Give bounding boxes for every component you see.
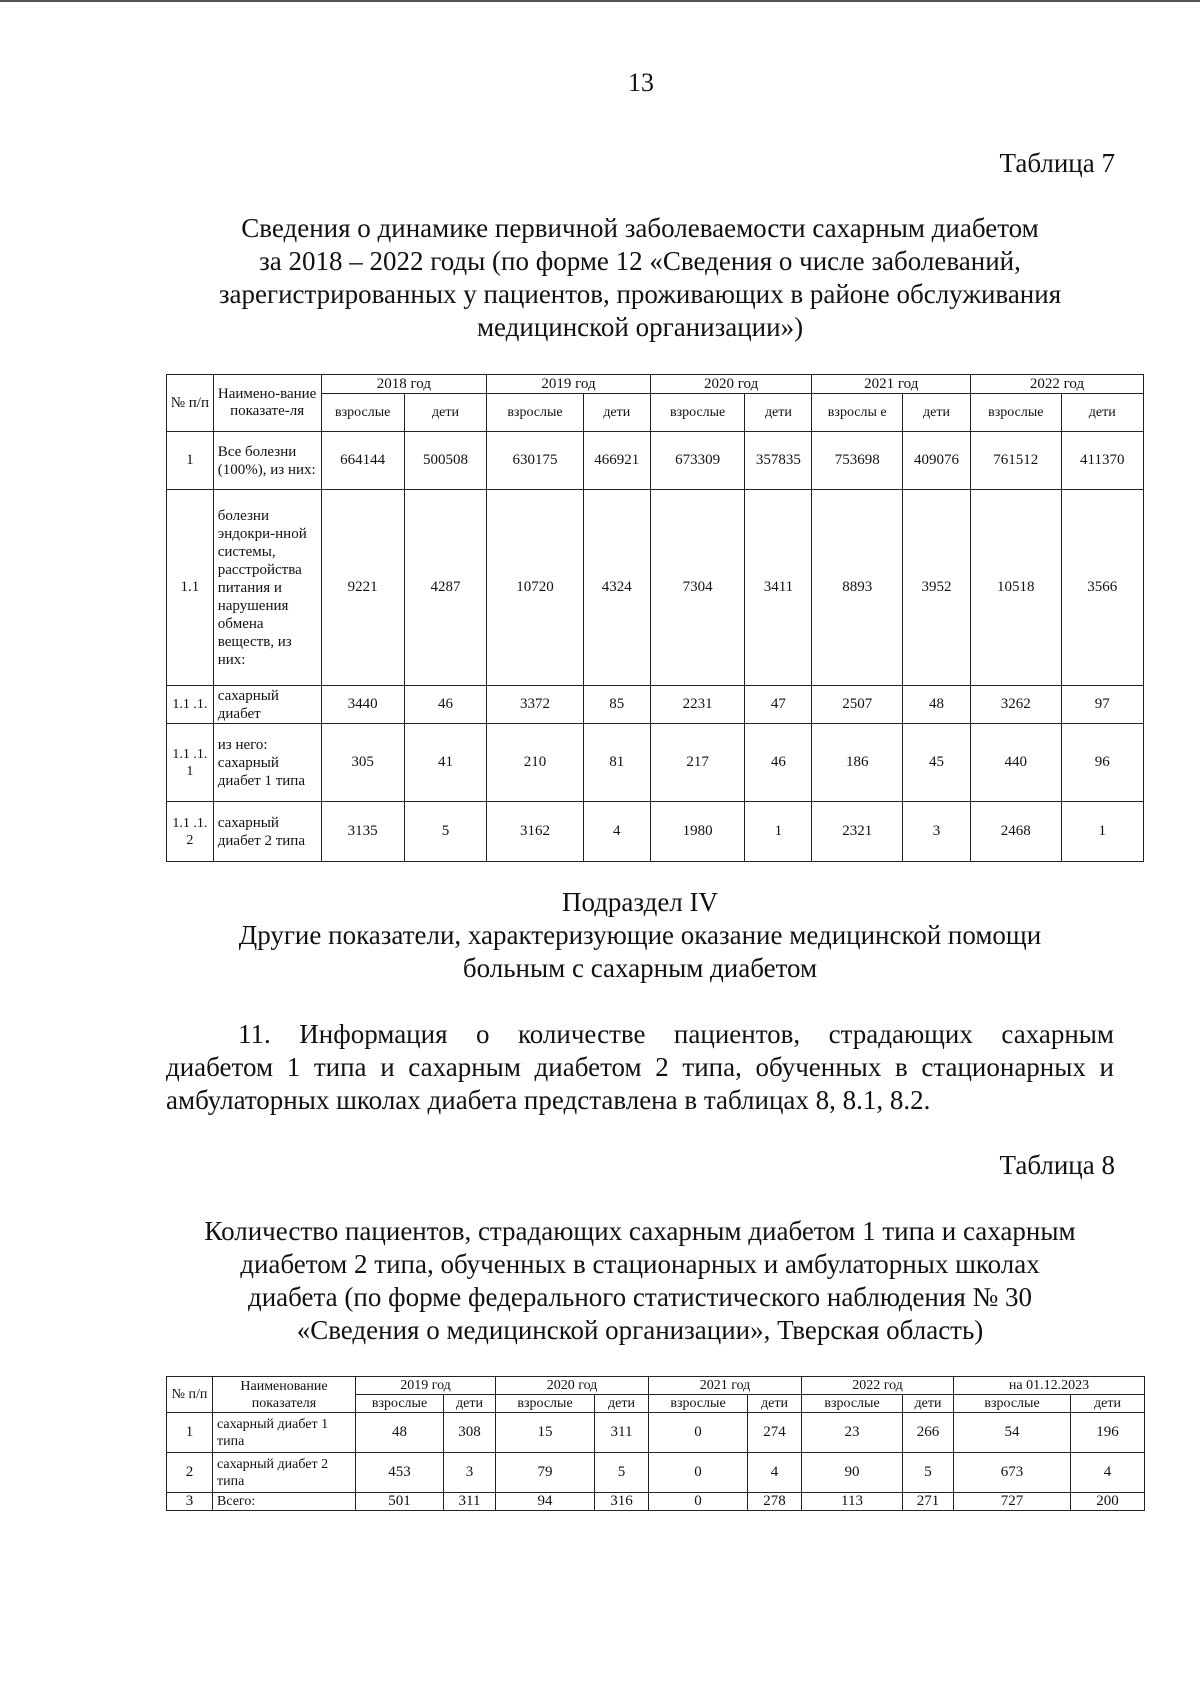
cell-value: 274 [748,1413,802,1453]
cell-value: 7304 [650,490,745,686]
table8-header-year: 2022 год [802,1377,954,1395]
table7-header-year: 2021 год [812,375,971,394]
row-number: 1.1 [167,490,214,686]
cell-value: 753698 [812,432,902,490]
row-number: 2 [167,1453,213,1493]
cell-value: 311 [444,1493,496,1511]
cell-value: 3262 [971,686,1061,724]
page-number: 13 [628,68,654,97]
cell-value: 761512 [971,432,1061,490]
cell-value: 1 [745,802,812,862]
cell-value: 440 [971,724,1061,802]
cell-value: 113 [802,1493,903,1511]
table-row [167,724,1144,802]
cell-value: 0 [649,1413,748,1453]
cell-value: 316 [595,1493,649,1511]
cell-value: 54 [954,1413,1071,1453]
table8-title-line: «Сведения о медицинской организации», Тверская область) [296,1315,984,1345]
row-number: 1.1 .1. 1 [167,724,214,802]
table8-header-name: Наименование показателя [213,1377,356,1413]
cell-value: 3135 [321,802,404,862]
cell-value: 2507 [812,686,902,724]
cell-value: 97 [1061,686,1143,724]
table-row [167,432,1144,490]
cell-value: 47 [745,686,812,724]
cell-value: 96 [1061,724,1143,802]
row-number: 1 [167,1413,213,1453]
cell-value: 4 [583,802,650,862]
table8-header-adults: взрослые [356,1395,444,1413]
table8-header-children: дети [903,1395,954,1413]
table7-header-adults: взрослы е [812,394,902,432]
cell-value: 15 [496,1413,595,1453]
table7-header-row [167,375,1144,394]
cell-value: 45 [902,724,970,802]
cell-value: 90 [802,1453,903,1493]
table7-header-children: дети [902,394,970,432]
table-row [167,802,1144,862]
row-name: болезни эндокри-нной системы, расстройства питания и нарушения обмена веществ, из них: [213,490,321,686]
table7-header-adults: взрослые [321,394,404,432]
row-name: сахарный диабет [213,686,321,724]
table-row [167,1493,1145,1511]
cell-value: 1980 [650,802,745,862]
row-number: 1.1 .1. 2 [167,802,214,862]
cell-value: 308 [444,1413,496,1453]
subsection-subtitle-line: Другие показатели, характеризующие оказание медицинской помощи [238,920,1042,950]
table-row [167,1413,1145,1453]
cell-value: 664144 [321,432,404,490]
table8-header-year: на 01.12.2023 [954,1377,1145,1395]
cell-value: 46 [404,686,486,724]
cell-value: 4287 [404,490,486,686]
table8-header-row [167,1377,1145,1395]
table8-title-line: диабетом 2 типа, обученных в стационарных и амбулаторных школах [240,1249,1040,1279]
cell-value: 8893 [812,490,902,686]
table7 [166,374,1144,862]
table8 [166,1376,1145,1511]
cell-value: 1 [1061,802,1143,862]
cell-value: 48 [356,1413,444,1453]
table8-header-year: 2019 год [356,1377,496,1395]
cell-value: 727 [954,1493,1071,1511]
cell-value: 466921 [583,432,650,490]
cell-value: 311 [595,1413,649,1453]
cell-value: 210 [487,724,584,802]
cell-value: 4324 [583,490,650,686]
cell-value: 5 [595,1453,649,1493]
table7-caption: Таблица 7 [999,148,1115,178]
scan-edge-line [0,0,1200,2]
row-name: Все болезни (100%), из них: [213,432,321,490]
table7-header-adults: взрослые [487,394,584,432]
cell-value: 81 [583,724,650,802]
cell-value: 271 [903,1493,954,1511]
row-number: 3 [167,1493,213,1511]
table8-header-adults: взрослые [954,1395,1071,1413]
table8-title [160,1215,1120,1347]
table7-header-year: 2022 год [971,375,1144,394]
cell-value: 501 [356,1493,444,1511]
table8-header-adults: взрослые [496,1395,595,1413]
cell-value: 23 [802,1413,903,1453]
paragraph-line: диабетом 1 типа и сахарным диабетом 2 типа, обученных в стационарных и [166,1052,1114,1082]
table8-header-num: № п/п [167,1377,213,1413]
table-row [167,490,1144,686]
cell-value: 2468 [971,802,1061,862]
table8-header-year: 2021 год [649,1377,802,1395]
subsection-subtitle-line: больным с сахарным диабетом [462,953,818,983]
table8-caption: Таблица 8 [999,1150,1115,1180]
cell-value: 4 [1071,1453,1145,1493]
cell-value: 630175 [487,432,584,490]
cell-value: 3372 [487,686,584,724]
paragraph-line: 11. Информация о количестве пациентов, страдающих сахарным [238,1019,1114,1049]
cell-value: 196 [1071,1413,1145,1453]
cell-value: 500508 [404,432,486,490]
table8-header-year: 2020 год [496,1377,649,1395]
table8-header-children: дети [444,1395,496,1413]
subsection-title: Подраздел IV [561,887,719,917]
paragraph-11 [166,1018,1114,1117]
table7-header-adults: взрослые [971,394,1061,432]
cell-value: 266 [903,1413,954,1453]
cell-value: 200 [1071,1493,1145,1511]
cell-value: 5 [404,802,486,862]
cell-value: 3440 [321,686,404,724]
table7-header-year: 2020 год [650,375,812,394]
table8-header-children: дети [595,1395,649,1413]
cell-value: 3411 [745,490,812,686]
table7-header-adults: взрослые [650,394,745,432]
table7-header-year: 2018 год [321,375,487,394]
cell-value: 305 [321,724,404,802]
cell-value: 357835 [745,432,812,490]
table-row [167,686,1144,724]
cell-value: 278 [748,1493,802,1511]
cell-value: 0 [649,1493,748,1511]
cell-value: 411370 [1061,432,1143,490]
cell-value: 85 [583,686,650,724]
cell-value: 3566 [1061,490,1143,686]
table7-header-children: дети [404,394,486,432]
row-name: из него: сахарный диабет 1 типа [213,724,321,802]
cell-value: 673 [954,1453,1071,1493]
table7-header-year: 2019 год [487,375,651,394]
cell-value: 2231 [650,686,745,724]
cell-value: 0 [649,1453,748,1493]
row-number: 1.1 .1. [167,686,214,724]
table7-header-children: дети [583,394,650,432]
table7-title-line: за 2018 – 2022 годы (по форме 12 «Сведения о числе заболеваний, [259,246,1021,276]
cell-value: 79 [496,1453,595,1493]
cell-value: 10720 [487,490,584,686]
cell-value: 41 [404,724,486,802]
cell-value: 4 [748,1453,802,1493]
subsection-heading [160,886,1120,985]
table7-header-children: дети [745,394,812,432]
cell-value: 10518 [971,490,1061,686]
cell-value: 94 [496,1493,595,1511]
table-row [167,1453,1145,1493]
table8-title-line: Количество пациентов, страдающих сахарным диабетом 1 типа и сахарным [204,1216,1076,1246]
table8-header-children: дети [748,1395,802,1413]
table7-header-num: № п/п [167,375,214,432]
cell-value: 3952 [902,490,970,686]
cell-value: 2321 [812,802,902,862]
row-name: сахарный диабет 1 типа [213,1413,356,1453]
row-name: сахарный диабет 2 типа [213,1453,356,1493]
cell-value: 3 [902,802,970,862]
table7-header-children: дети [1061,394,1143,432]
cell-value: 5 [903,1453,954,1493]
table8-title-line: диабета (по форме федерального статистического наблюдения № 30 [247,1282,1032,1312]
cell-value: 3 [444,1453,496,1493]
row-name: Всего: [213,1493,356,1511]
cell-value: 46 [745,724,812,802]
table8-header-adults: взрослые [802,1395,903,1413]
row-name: сахарный диабет 2 типа [213,802,321,862]
cell-value: 48 [902,686,970,724]
cell-value: 3162 [487,802,584,862]
cell-value: 409076 [902,432,970,490]
table7-title-line: зарегистрированных у пациентов, проживающих в районе обслуживания [218,279,1062,309]
cell-value: 453 [356,1453,444,1493]
cell-value: 9221 [321,490,404,686]
table7-title [160,212,1120,344]
table8-header-children: дети [1071,1395,1145,1413]
table8-header-adults: взрослые [649,1395,748,1413]
table7-header-name: Наимено-вание показате-ля [213,375,321,432]
cell-value: 186 [812,724,902,802]
row-number: 1 [167,432,214,490]
paragraph-line: амбулаторных школах диабета представлена в таблицах 8, 8.1, 8.2. [166,1085,931,1115]
table7-title-line: медицинской организации») [476,312,804,342]
table7-title-line: Сведения о динамике первичной заболеваемости сахарным диабетом [241,213,1039,243]
cell-value: 217 [650,724,745,802]
cell-value: 673309 [650,432,745,490]
